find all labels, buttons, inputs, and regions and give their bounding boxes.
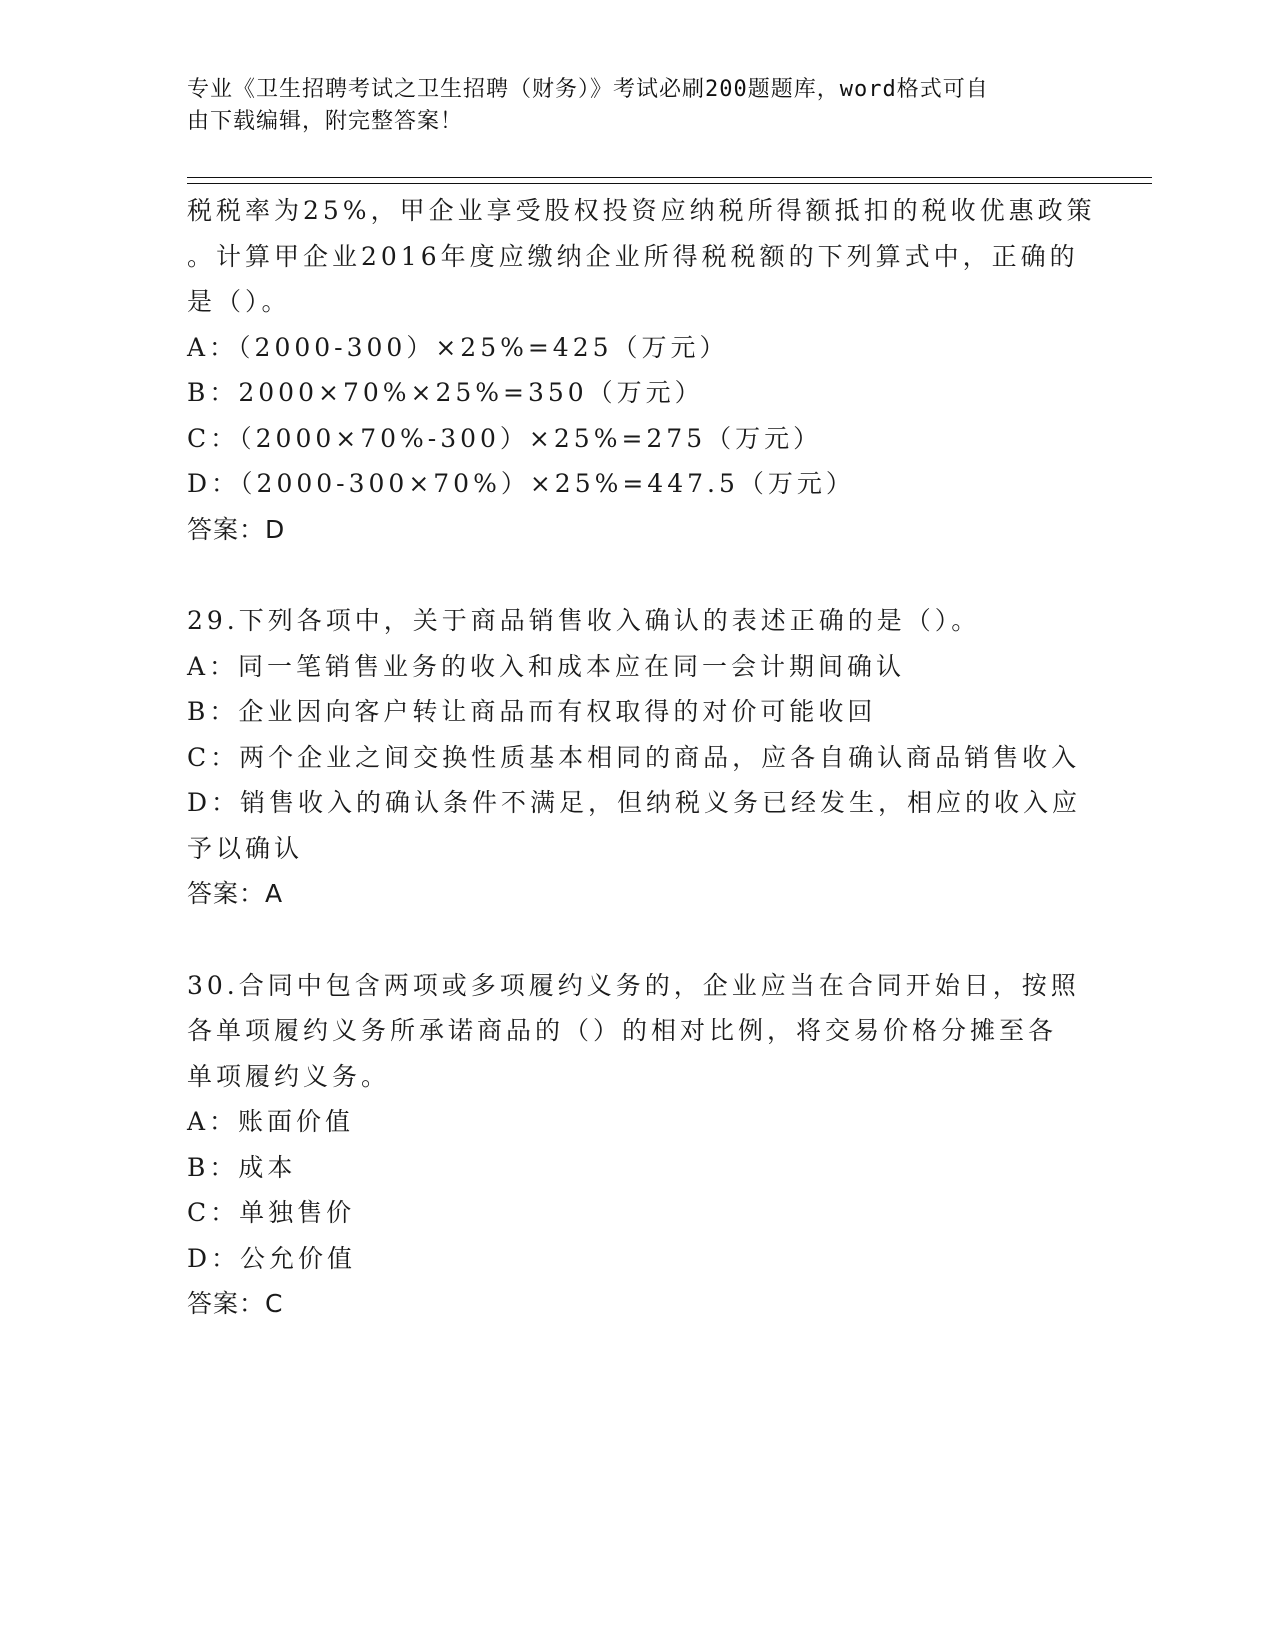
option-b: B：2000×70%×25%=350（万元） — [187, 378, 704, 407]
option-c: C：（2000×70%-300）×25%=275（万元） — [187, 423, 823, 453]
header-line-1: 专业《卫生招聘考试之卫生招聘（财务）》考试必刷200题题库，word格式可自 — [187, 77, 989, 102]
question-stem-line: 29.下列各项中，关于商品销售收入确认的表述正确的是（）。 — [187, 606, 981, 635]
option-c: C：两个企业之间交换性质基本相同的商品，应各自确认商品销售收入 — [187, 742, 1081, 772]
spacer — [187, 917, 1087, 963]
question-28 — [187, 188, 1096, 552]
answer-line: 答案：A — [187, 879, 284, 908]
option-c: C：单独售价 — [187, 1198, 356, 1227]
option-d: D：（2000-300×70%）×25%=447.5（万元） — [187, 469, 855, 498]
option-d-continued: 予以确认 — [187, 833, 304, 863]
answer-line: 答案：D — [187, 514, 286, 544]
document-body — [187, 188, 1096, 1327]
header-line-2: 由下载编辑，附完整答案！ — [187, 109, 464, 134]
question-stem-line: 是（）。 — [187, 287, 291, 316]
header-divider-top — [187, 177, 1152, 178]
option-b: B：成本 — [187, 1152, 297, 1182]
answer-line: 答案：C — [187, 1289, 284, 1318]
option-a: A：（2000-300）×25%=425（万元） — [187, 332, 729, 362]
question-stem-line: 各单项履约义务所承诺商品的（）的相对比例，将交易价格分摊至各 — [187, 1016, 1058, 1045]
option-a: A：同一笔销售业务的收入和成本应在同一会计期间确认 — [187, 651, 906, 681]
option-d: D：销售收入的确认条件不满足，但纳税义务已经发生，相应的收入应 — [187, 788, 1082, 817]
question-29 — [187, 598, 1087, 917]
question-stem-line: 。计算甲企业2016年度应缴纳企业所得税税额的下列算式中，正确的 — [187, 241, 1079, 271]
option-d: D：公允价值 — [187, 1243, 357, 1273]
question-stem-line: 单项履约义务。 — [187, 1061, 391, 1091]
question-stem-line: 30.合同中包含两项或多项履约义务的，企业应当在合同开始日，按照 — [187, 970, 1080, 1000]
question-30 — [187, 963, 1087, 1327]
header-divider-bottom — [187, 183, 1152, 184]
option-a: A：账面价值 — [187, 1107, 355, 1136]
document-header — [187, 74, 1067, 138]
spacer — [187, 552, 1087, 598]
question-stem-line: 税税率为25%，甲企业享受股权投资应纳税所得额抵扣的税收优惠政策 — [187, 196, 1096, 225]
option-b: B：企业因向客户转让商品而有权取得的对价可能收回 — [187, 697, 877, 726]
